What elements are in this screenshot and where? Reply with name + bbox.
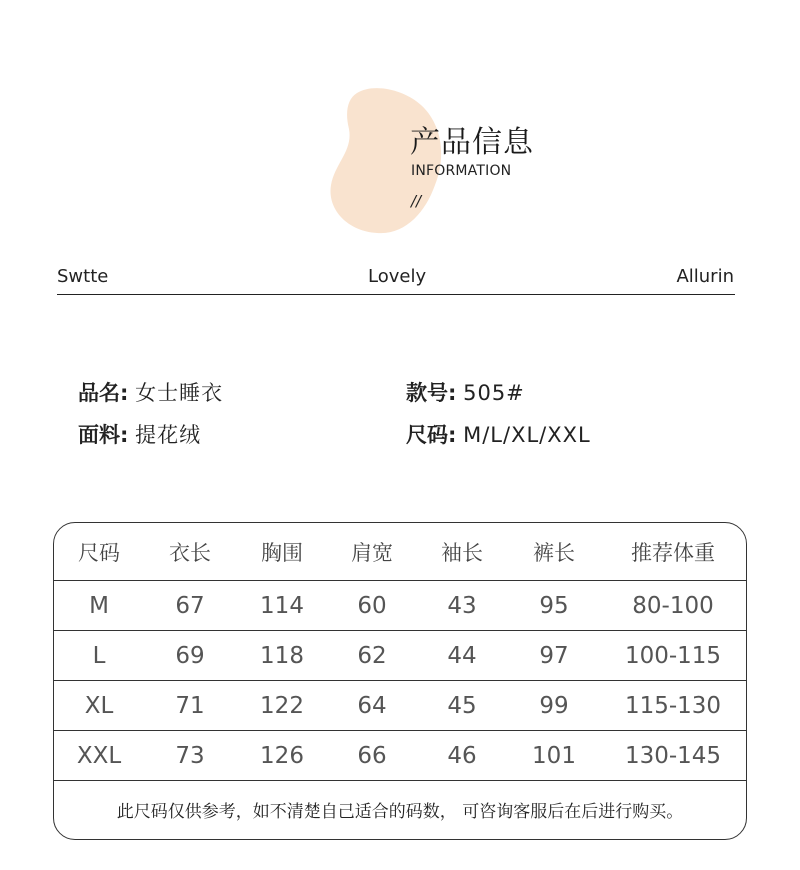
table-header-row <box>54 523 746 581</box>
decorative-slashes: // <box>411 192 422 210</box>
table-cell: L <box>54 631 144 681</box>
table-cell: 64 <box>328 681 416 731</box>
page-title: 产品信息 <box>410 125 534 160</box>
column-header: 尺码 <box>54 523 144 581</box>
sizes-value: M/L/XL/XXL <box>463 423 591 447</box>
table-cell: 101 <box>508 731 600 781</box>
size-note: 此尺码仅供参考，如不清楚自己适合的码数， 可咨询客服后在后进行购买。 <box>116 802 684 822</box>
table-cell: 100-115 <box>600 631 746 681</box>
table-cell: 71 <box>144 681 236 731</box>
tagline-left: Swtte <box>57 266 109 287</box>
size-table <box>54 523 746 781</box>
table-cell: 69 <box>144 631 236 681</box>
table-cell: 122 <box>236 681 328 731</box>
product-name <box>78 377 223 407</box>
sizes-label: 尺码: <box>406 423 457 447</box>
table-cell: 46 <box>416 731 508 781</box>
table-cell: 73 <box>144 731 236 781</box>
column-header: 肩宽 <box>328 523 416 581</box>
fabric-value: 提花绒 <box>135 423 202 447</box>
page-subtitle: INFORMATION <box>411 163 512 179</box>
table-cell: XL <box>54 681 144 731</box>
column-header: 推荐体重 <box>600 523 746 581</box>
product-name-value: 女士睡衣 <box>135 381 224 405</box>
table-row <box>54 581 746 631</box>
size-chart <box>53 522 747 840</box>
column-header: 袖长 <box>416 523 508 581</box>
table-cell: 99 <box>508 681 600 731</box>
table-cell: 130-145 <box>600 731 746 781</box>
table-cell: 118 <box>236 631 328 681</box>
fabric-label: 面料: <box>78 423 129 447</box>
tagline-middle: Lovely <box>368 266 427 287</box>
table-cell: 97 <box>508 631 600 681</box>
table-cell: XXL <box>54 731 144 781</box>
table-cell: 45 <box>416 681 508 731</box>
column-header: 裤长 <box>508 523 600 581</box>
tagline-divider <box>57 294 735 295</box>
style-number-value: 505# <box>463 381 525 405</box>
table-cell: 66 <box>328 731 416 781</box>
column-header: 胸围 <box>236 523 328 581</box>
table-row <box>54 631 746 681</box>
style-number <box>406 377 525 407</box>
table-cell: 43 <box>416 581 508 631</box>
fabric <box>78 419 201 449</box>
table-cell: 67 <box>144 581 236 631</box>
table-cell: 115-130 <box>600 681 746 731</box>
tagline-right: Allurin <box>676 266 734 287</box>
table-row <box>54 681 746 731</box>
table-cell: M <box>54 581 144 631</box>
table-cell: 126 <box>236 731 328 781</box>
sizes <box>406 419 591 449</box>
table-cell: 80-100 <box>600 581 746 631</box>
table-cell: 95 <box>508 581 600 631</box>
column-header: 衣长 <box>144 523 236 581</box>
product-name-label: 品名: <box>78 381 129 405</box>
table-cell: 62 <box>328 631 416 681</box>
table-row <box>54 731 746 781</box>
style-number-label: 款号: <box>406 381 457 405</box>
table-cell: 60 <box>328 581 416 631</box>
table-cell: 44 <box>416 631 508 681</box>
table-cell: 114 <box>236 581 328 631</box>
